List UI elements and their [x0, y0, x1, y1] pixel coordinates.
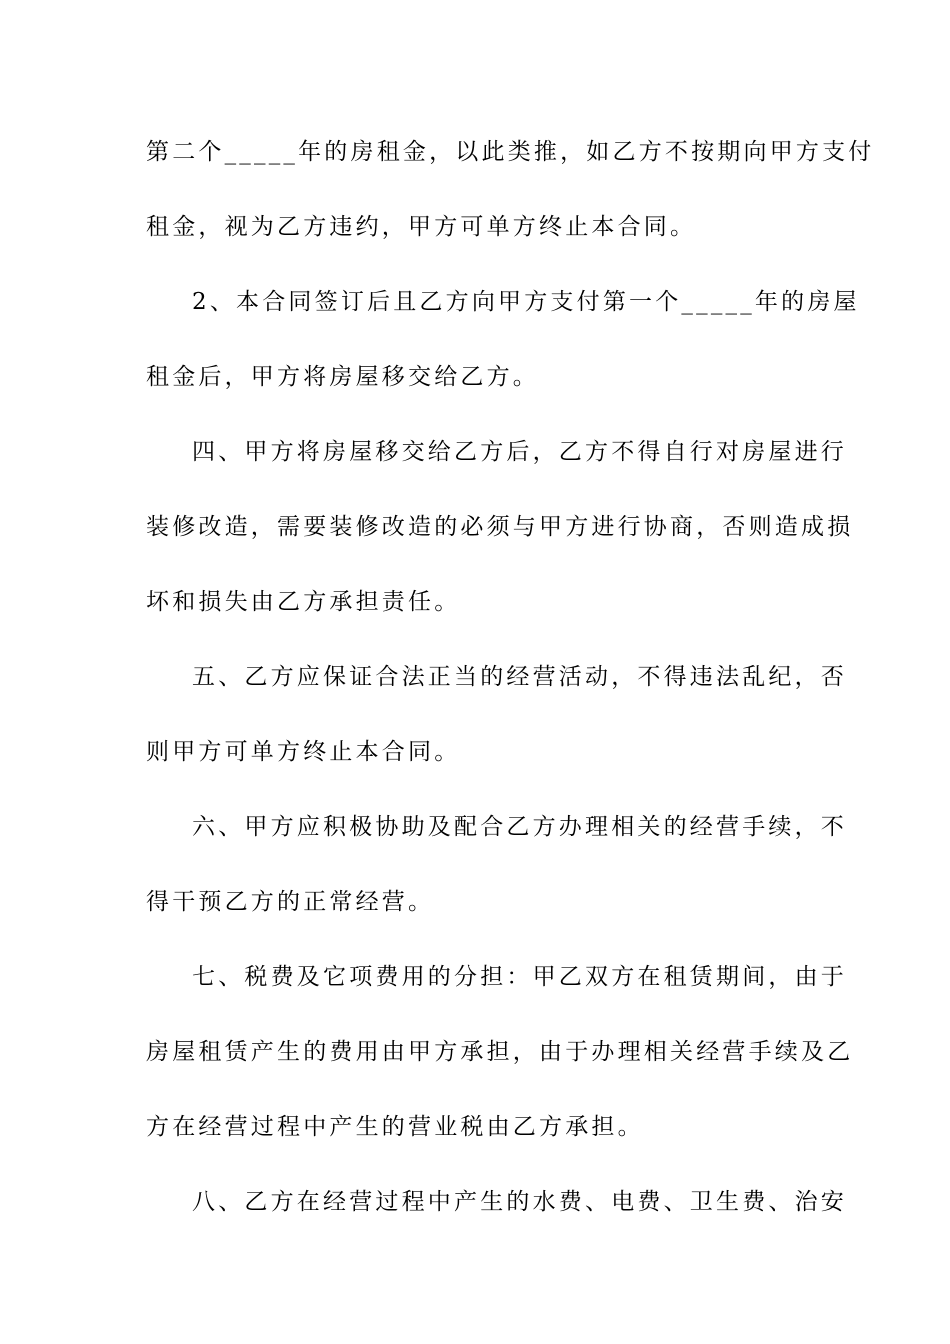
text-line: 2、本合同签订后且乙方向甲方支付第一个_____年的房屋 — [192, 289, 860, 315]
text-line: 坏和损失由乙方承担责任。 — [146, 589, 461, 615]
text-line: 第二个_____年的房租金，以此类推，如乙方不按期向甲方支付 — [146, 139, 875, 165]
text-line: 房屋租赁产生的费用由甲方承担，由于办理相关经营手续及乙 — [146, 1039, 854, 1065]
text-line: 得干预乙方的正常经营。 — [146, 889, 435, 915]
text-line: 则甲方可单方终止本合同。 — [146, 739, 461, 765]
contract-text — [146, 130, 875, 1255]
text-line: 五、乙方应保证合法正当的经营活动，不得违法乱纪，否 — [192, 664, 847, 690]
text-line: 方在经营过程中产生的营业税由乙方承担。 — [146, 1114, 644, 1140]
text-line: 七、税费及它项费用的分担：甲乙双方在租赁期间，由于 — [192, 964, 847, 990]
text-line: 四、甲方将房屋移交给乙方后，乙方不得自行对房屋进行 — [192, 439, 847, 465]
text-line: 装修改造，需要装修改造的必须与甲方进行协商，否则造成损 — [146, 514, 854, 540]
text-line: 租金，视为乙方违约，甲方可单方终止本合同。 — [146, 214, 697, 240]
text-line: 六、甲方应积极协助及配合乙方办理相关的经营手续，不 — [192, 814, 847, 840]
text-line: 八、乙方在经营过程中产生的水费、电费、卫生费、治安 — [192, 1189, 847, 1215]
text-line: 租金后，甲方将房屋移交给乙方。 — [146, 364, 539, 390]
